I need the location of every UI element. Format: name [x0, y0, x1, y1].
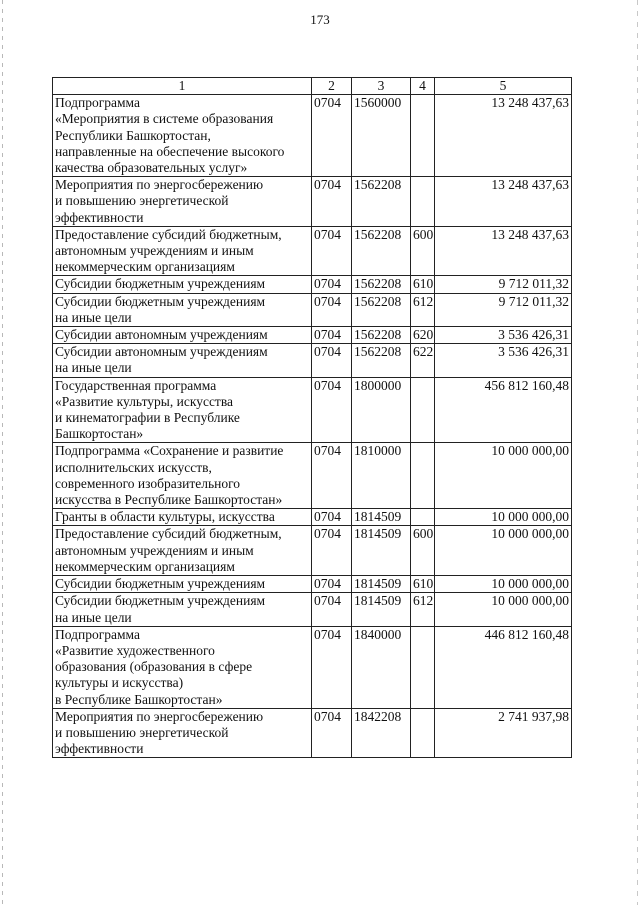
row-amount-cell: 9 712 011,32: [435, 293, 572, 326]
row-amount-cell: 10 000 000,00: [435, 576, 572, 593]
row-name-cell: Субсидии автономным учреждениям: [53, 327, 312, 344]
row-section-cell: 0704: [312, 177, 352, 227]
row-section-cell: 0704: [312, 526, 352, 576]
row-type-cell: 612: [411, 593, 435, 626]
row-amount-cell: 10 000 000,00: [435, 593, 572, 626]
scan-right-edge: [637, 0, 638, 905]
table-row: [53, 226, 572, 276]
table-body: [53, 95, 572, 758]
row-target-cell: 1562208: [352, 293, 411, 326]
row-name-cell: Субсидии бюджетным учреждениям на иные цели: [53, 293, 312, 326]
row-type-cell: 610: [411, 576, 435, 593]
table-row: [53, 293, 572, 326]
row-name-cell: Субсидии бюджетным учреждениям: [53, 576, 312, 593]
row-type-cell: 610: [411, 276, 435, 293]
column-header-target: 3: [352, 78, 411, 95]
row-target-cell: 1814509: [352, 576, 411, 593]
row-amount-cell: 3 536 426,31: [435, 344, 572, 377]
row-section-cell: 0704: [312, 708, 352, 758]
table-header-row: [53, 78, 572, 95]
table-row: [53, 509, 572, 526]
row-amount-cell: 10 000 000,00: [435, 443, 572, 509]
row-amount-cell: 10 000 000,00: [435, 509, 572, 526]
row-section-cell: 0704: [312, 344, 352, 377]
row-name-cell: Субсидии бюджетным учреждениям на иные цели: [53, 593, 312, 626]
row-section-cell: 0704: [312, 293, 352, 326]
row-amount-cell: 13 248 437,63: [435, 226, 572, 276]
table-row: [53, 177, 572, 227]
row-type-cell: [411, 177, 435, 227]
table-row: [53, 526, 572, 576]
row-section-cell: 0704: [312, 95, 352, 177]
row-target-cell: 1814509: [352, 593, 411, 626]
row-target-cell: 1562208: [352, 276, 411, 293]
row-target-cell: 1840000: [352, 626, 411, 708]
row-type-cell: [411, 443, 435, 509]
row-name-cell: Подпрограмма «Мероприятия в системе образования Республики Башкортостан, направленные на обеспечение высокого качества образовательных услуг»: [53, 95, 312, 177]
row-target-cell: 1800000: [352, 377, 411, 443]
scan-left-edge: [2, 0, 3, 905]
row-amount-cell: 3 536 426,31: [435, 327, 572, 344]
row-section-cell: 0704: [312, 327, 352, 344]
row-section-cell: 0704: [312, 509, 352, 526]
row-amount-cell: 13 248 437,63: [435, 177, 572, 227]
row-target-cell: 1810000: [352, 443, 411, 509]
page-number: 173: [310, 12, 330, 27]
row-type-cell: 600: [411, 526, 435, 576]
row-type-cell: 620: [411, 327, 435, 344]
row-amount-cell: 446 812 160,48: [435, 626, 572, 708]
row-section-cell: 0704: [312, 226, 352, 276]
table-row: [53, 327, 572, 344]
row-section-cell: 0704: [312, 276, 352, 293]
row-target-cell: 1562208: [352, 226, 411, 276]
row-amount-cell: 9 712 011,32: [435, 276, 572, 293]
row-type-cell: 622: [411, 344, 435, 377]
row-name-cell: Мероприятия по энергосбережению и повышению энергетической эффективности: [53, 177, 312, 227]
row-name-cell: Государственная программа «Развитие культуры, искусства и кинематографии в Республике Башкортостан»: [53, 377, 312, 443]
row-type-cell: [411, 377, 435, 443]
row-type-cell: [411, 95, 435, 177]
table-row: [53, 344, 572, 377]
row-section-cell: 0704: [312, 443, 352, 509]
column-header-amount: 5: [435, 78, 572, 95]
row-target-cell: 1562208: [352, 177, 411, 227]
table-row: [53, 95, 572, 177]
row-target-cell: 1562208: [352, 327, 411, 344]
row-name-cell: Субсидии бюджетным учреждениям: [53, 276, 312, 293]
row-type-cell: [411, 708, 435, 758]
budget-table: [52, 77, 572, 758]
row-section-cell: 0704: [312, 593, 352, 626]
row-name-cell: Субсидии автономным учреждениям на иные цели: [53, 344, 312, 377]
row-amount-cell: 456 812 160,48: [435, 377, 572, 443]
table-row: [53, 626, 572, 708]
row-section-cell: 0704: [312, 576, 352, 593]
row-target-cell: 1842208: [352, 708, 411, 758]
table-row: [53, 593, 572, 626]
row-name-cell: Гранты в области культуры, искусства: [53, 509, 312, 526]
column-header-name: 1: [53, 78, 312, 95]
table-row: [53, 276, 572, 293]
column-header-section: 2: [312, 78, 352, 95]
row-name-cell: Подпрограмма «Сохранение и развитие исполнительских искусств, современного изобразительного искусства в Республике Башкортостан»: [53, 443, 312, 509]
table-row: [53, 443, 572, 509]
row-type-cell: [411, 626, 435, 708]
row-amount-cell: 2 741 937,98: [435, 708, 572, 758]
row-type-cell: [411, 509, 435, 526]
row-amount-cell: 10 000 000,00: [435, 526, 572, 576]
row-amount-cell: 13 248 437,63: [435, 95, 572, 177]
row-section-cell: 0704: [312, 377, 352, 443]
row-target-cell: 1814509: [352, 526, 411, 576]
row-target-cell: 1562208: [352, 344, 411, 377]
row-target-cell: 1560000: [352, 95, 411, 177]
row-target-cell: 1814509: [352, 509, 411, 526]
row-type-cell: 600: [411, 226, 435, 276]
row-name-cell: Предоставление субсидий бюджетным, автономным учреждениям и иным некоммерческим организациям: [53, 526, 312, 576]
row-name-cell: Подпрограмма «Развитие художественного образования (образования в сфере культуры и искусства) в Республике Башкортостан»: [53, 626, 312, 708]
row-type-cell: 612: [411, 293, 435, 326]
row-name-cell: Мероприятия по энергосбережению и повышению энергетической эффективности: [53, 708, 312, 758]
table-row: [53, 576, 572, 593]
row-name-cell: Предоставление субсидий бюджетным, автономным учреждениям и иным некоммерческим организациям: [53, 226, 312, 276]
table-row: [53, 377, 572, 443]
table-row: [53, 708, 572, 758]
row-section-cell: 0704: [312, 626, 352, 708]
column-header-type: 4: [411, 78, 435, 95]
